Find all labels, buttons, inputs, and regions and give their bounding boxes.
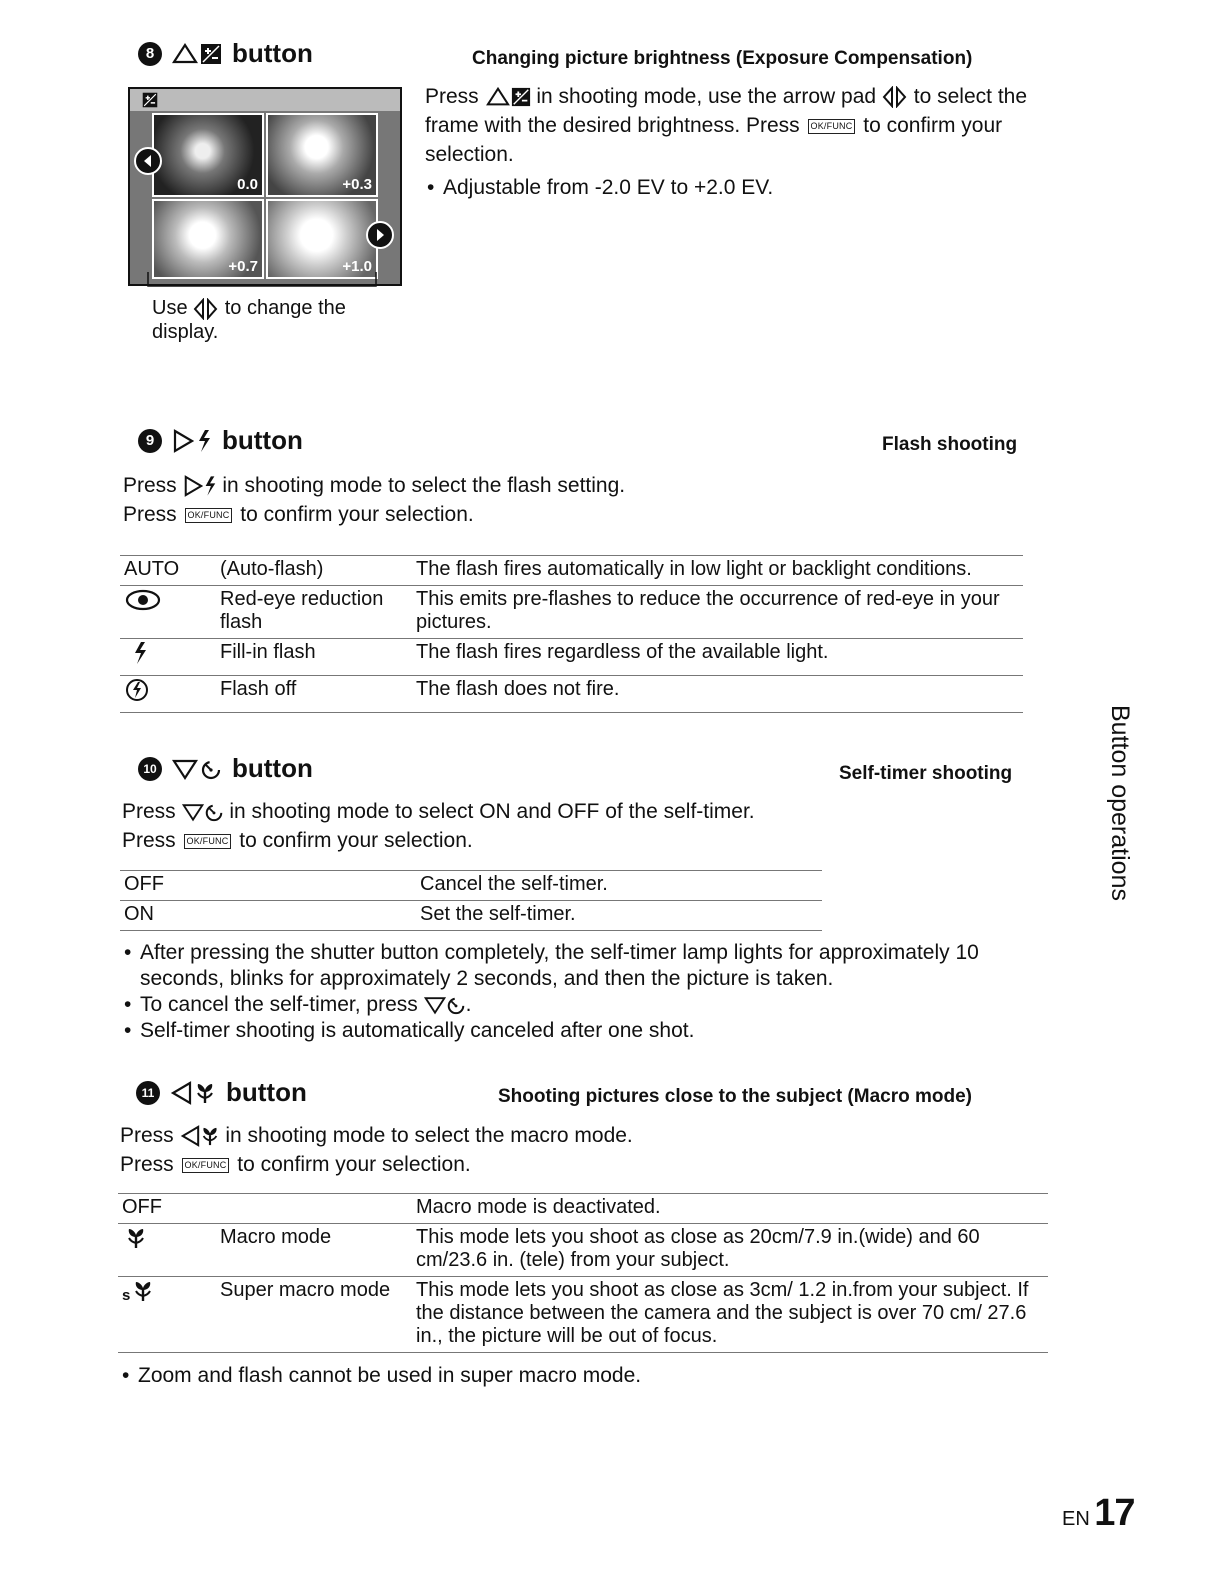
screen-right-arrow-icon bbox=[366, 221, 394, 249]
list-item: • Adjustable from -2.0 EV to +2.0 EV. bbox=[425, 175, 1045, 201]
super-macro-icon bbox=[122, 1279, 158, 1303]
down-arrow-icon bbox=[424, 994, 446, 1016]
self-timer-icon bbox=[204, 801, 224, 823]
right-arrow-icon bbox=[172, 429, 194, 453]
down-arrow-icon bbox=[182, 801, 204, 823]
macro-table bbox=[118, 1193, 1048, 1353]
section9-title: button bbox=[222, 425, 303, 455]
flash-icon bbox=[132, 641, 148, 665]
screen-frame-4 bbox=[266, 199, 378, 279]
name-cell: Super macro mode bbox=[216, 1277, 412, 1353]
name-cell: (Auto-flash) bbox=[216, 556, 412, 586]
desc-cell: The flash fires automatically in low light or backlight conditions. bbox=[412, 556, 1023, 586]
section11-instructions: Press in shooting mode to select the macro mode. Press OK/FUNC to confirm your selection. bbox=[120, 1124, 633, 1176]
up-arrow-icon bbox=[485, 86, 511, 108]
section8-title: button bbox=[232, 38, 313, 68]
mode-cell: ON bbox=[120, 901, 416, 931]
flash-icon bbox=[196, 429, 212, 453]
red-eye-icon bbox=[124, 588, 162, 612]
screen-left-arrow-icon bbox=[134, 147, 162, 175]
mode-cell: AUTO bbox=[120, 556, 216, 586]
exposure-icon bbox=[142, 92, 158, 108]
list-item: • After pressing the shutter button completely, the self-timer lamp lights for approximately 10 seconds, blinks for approximately 2 seconds, and then the picture is taken. bbox=[122, 940, 1052, 992]
section11-number: 11 bbox=[136, 1081, 160, 1105]
flash-off-icon bbox=[124, 678, 150, 702]
frame-value: +0.3 bbox=[342, 176, 372, 193]
section8-paragraph: Press in shooting mode, use the arrow pad to select the frame with the desired brightness. Press OK/FUNC to confirm your selection. bbox=[425, 85, 1028, 166]
flash-icon bbox=[203, 475, 217, 497]
footer-language: EN bbox=[1062, 1508, 1090, 1530]
exposure-icon bbox=[511, 87, 531, 107]
screen-frame-3 bbox=[152, 199, 264, 279]
list-item: • Self-timer shooting is automatically canceled after one shot. bbox=[122, 1018, 1052, 1044]
section10-bullets bbox=[122, 940, 1052, 1044]
table-row bbox=[120, 586, 1023, 639]
self-timer-icon bbox=[446, 994, 466, 1016]
table-row bbox=[118, 1224, 1048, 1277]
name-cell bbox=[216, 1194, 412, 1224]
section9-heading bbox=[138, 425, 303, 456]
section9-instructions: Press in shooting mode to select the flash setting. Press OK/FUNC to confirm your selection. bbox=[123, 474, 626, 526]
left-right-arrow-icon bbox=[882, 86, 908, 108]
screen-frame-2 bbox=[266, 113, 378, 197]
mode-cell: OFF bbox=[118, 1194, 216, 1224]
desc-cell: The flash fires regardless of the available light. bbox=[412, 639, 1023, 676]
name-cell: Red-eye reduction flash bbox=[216, 586, 412, 639]
page-number: 17 bbox=[1094, 1492, 1135, 1534]
okfunc-button-icon: OK/FUNC bbox=[184, 834, 232, 849]
screen-top-bar bbox=[130, 89, 400, 111]
left-arrow-icon bbox=[170, 1081, 192, 1105]
desc-cell: Macro mode is deactivated. bbox=[412, 1194, 1048, 1224]
exposure-icon bbox=[200, 43, 222, 65]
macro-icon bbox=[124, 1226, 148, 1250]
mode-cell bbox=[120, 586, 216, 639]
desc-cell: This mode lets you shoot as close as 3cm/ 1.2 in.from your subject. If the distance between the camera and the subject is over 70 cm/ 27.6 in., the picture will be out of focus. bbox=[412, 1277, 1048, 1353]
section10-instructions: Press in shooting mode to select ON and OFF of the self-timer. Press OK/FUNC to confirm your selection. bbox=[122, 800, 755, 852]
self-timer-icon bbox=[200, 757, 222, 781]
table-row bbox=[120, 639, 1023, 676]
section10-heading bbox=[138, 753, 313, 784]
name-cell: Flash off bbox=[216, 676, 412, 713]
left-arrow-icon bbox=[180, 1125, 200, 1147]
name-cell: Macro mode bbox=[216, 1224, 412, 1277]
exposure-screen-illustration bbox=[128, 87, 402, 286]
okfunc-button-icon: OK/FUNC bbox=[185, 508, 233, 523]
section8-number: 8 bbox=[138, 42, 162, 66]
macro-icon bbox=[200, 1125, 220, 1147]
table-row bbox=[118, 1194, 1048, 1224]
table-row bbox=[118, 1277, 1048, 1353]
frame-value: +1.0 bbox=[342, 258, 372, 275]
self-timer-table bbox=[120, 870, 822, 931]
section10-subtitle: Self-timer shooting bbox=[839, 763, 1013, 784]
frame-value: +0.7 bbox=[228, 258, 258, 275]
table-row bbox=[120, 871, 822, 901]
section11-bullets bbox=[120, 1363, 1020, 1389]
section9-number: 9 bbox=[138, 429, 162, 453]
screen-frame-1 bbox=[152, 113, 264, 197]
section9-subtitle: Flash shooting bbox=[882, 434, 1018, 455]
side-tab-label: Button operations bbox=[1106, 705, 1134, 901]
section11-subtitle: Shooting pictures close to the subject (Macro mode) bbox=[498, 1086, 972, 1107]
desc-cell: Set the self-timer. bbox=[416, 901, 822, 931]
caption-bracket bbox=[140, 272, 410, 296]
mode-cell bbox=[120, 639, 216, 676]
screen-caption: Use to change the display. bbox=[152, 297, 346, 343]
section11-heading bbox=[136, 1077, 307, 1108]
section8-subtitle: Changing picture brightness (Exposure Compensation) bbox=[472, 48, 973, 69]
left-right-arrow-icon bbox=[193, 298, 219, 320]
desc-cell: Cancel the self-timer. bbox=[416, 871, 822, 901]
svg-text:s: s bbox=[122, 1287, 131, 1303]
section11-title: button bbox=[226, 1077, 307, 1107]
list-item: • Zoom and flash cannot be used in super macro mode. bbox=[120, 1363, 1020, 1389]
section10-number: 10 bbox=[138, 757, 162, 781]
list-item: • To cancel the self-timer, press . bbox=[122, 992, 1052, 1018]
right-arrow-icon bbox=[183, 475, 203, 497]
desc-cell: This mode lets you shoot as close as 20cm/7.9 in.(wide) and 60 cm/23.6 in. (tele) from your subject. bbox=[412, 1224, 1048, 1277]
mode-cell: OFF bbox=[120, 871, 416, 901]
desc-cell: The flash does not fire. bbox=[412, 676, 1023, 713]
mode-cell bbox=[118, 1277, 216, 1353]
section8-heading bbox=[138, 38, 313, 69]
page-footer bbox=[1062, 1492, 1135, 1535]
down-arrow-icon bbox=[172, 757, 198, 781]
flash-table bbox=[120, 555, 1023, 713]
section10-title: button bbox=[232, 753, 313, 783]
table-row bbox=[120, 901, 822, 931]
okfunc-button-icon: OK/FUNC bbox=[808, 119, 856, 134]
table-row bbox=[120, 556, 1023, 586]
up-arrow-icon bbox=[172, 42, 198, 66]
frame-value: 0.0 bbox=[237, 176, 258, 193]
table-row bbox=[120, 676, 1023, 713]
desc-cell: This emits pre-flashes to reduce the occurrence of red-eye in your pictures. bbox=[412, 586, 1023, 639]
mode-cell bbox=[120, 676, 216, 713]
macro-icon bbox=[194, 1081, 216, 1105]
name-cell: Fill-in flash bbox=[216, 639, 412, 676]
mode-cell bbox=[118, 1224, 216, 1277]
section8-bullets bbox=[425, 175, 1045, 201]
okfunc-button-icon: OK/FUNC bbox=[182, 1158, 230, 1173]
